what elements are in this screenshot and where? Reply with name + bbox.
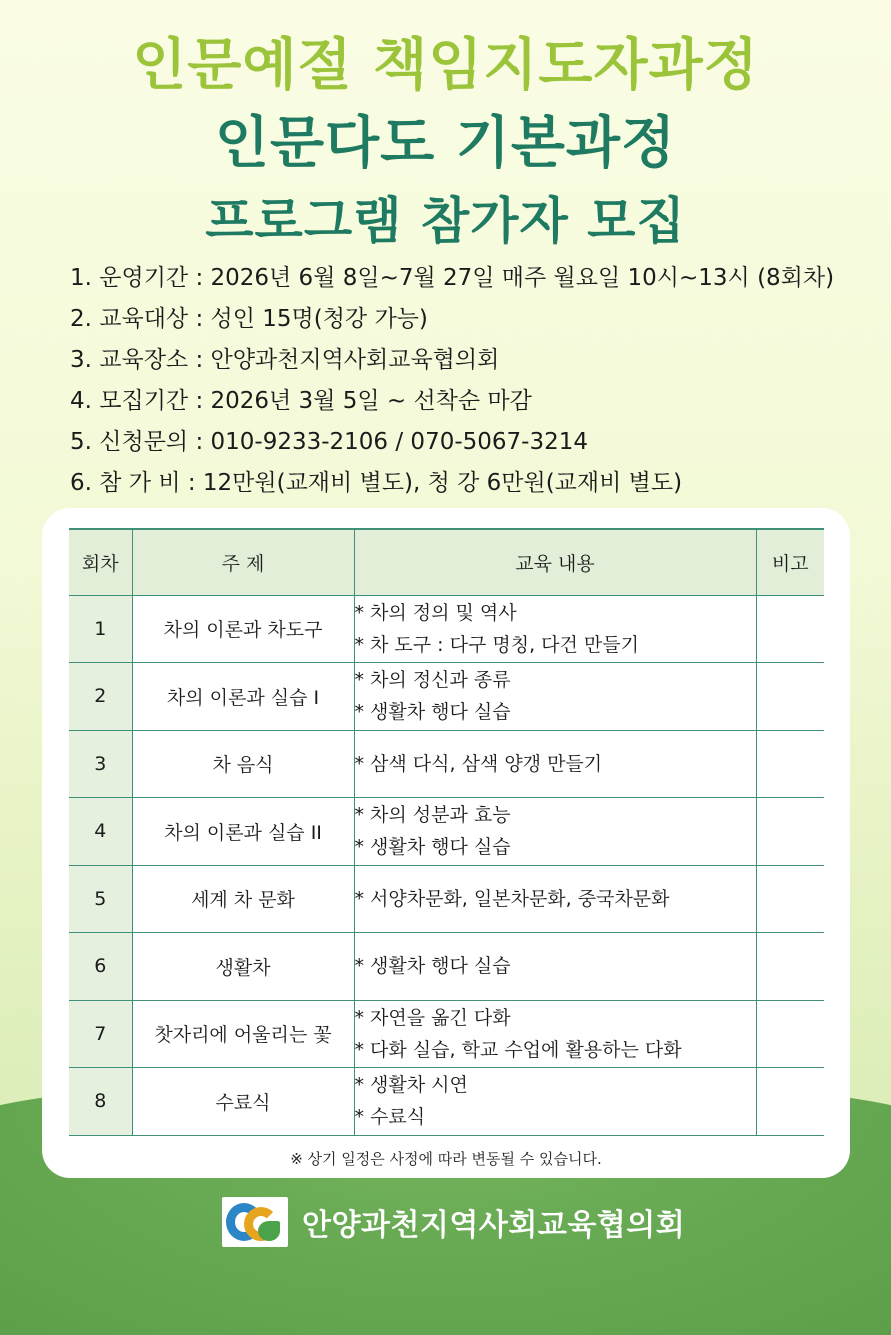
poster-title <box>0 33 891 260</box>
content-line: * 생활차 시연 <box>354 1074 468 1097</box>
table-row <box>69 1000 824 1068</box>
session-topic: 수료식 <box>132 1068 354 1136</box>
table-row <box>69 1068 824 1136</box>
session-topic: 세계 차 문화 <box>132 865 354 933</box>
session-remarks <box>756 798 824 866</box>
table-row <box>69 663 824 731</box>
session-number: 1 <box>69 595 132 663</box>
session-number: 4 <box>69 798 132 866</box>
table-row <box>69 595 824 663</box>
schedule-footnote: ※ 상기 일정은 사정에 따라 변동될 수 있습니다. <box>290 1150 602 1168</box>
session-content <box>354 933 756 1001</box>
content-line: * 차의 정의 및 역사 <box>354 601 517 624</box>
content-line: * 다화 실습, 학교 수업에 활용하는 다화 <box>354 1038 682 1061</box>
session-topic: 생활차 <box>132 933 354 1001</box>
session-number: 7 <box>69 1000 132 1068</box>
info-contact: 5. 신청문의 : 010-9233-2106 / 070-5067-3214 <box>70 429 588 455</box>
content-line: * 서양차문화, 일본차문화, 중국차문화 <box>354 887 670 910</box>
session-content <box>354 865 756 933</box>
table-row <box>69 730 824 798</box>
content-line: * 생활차 행다 실습 <box>354 701 511 724</box>
session-remarks <box>756 663 824 731</box>
session-remarks <box>756 933 824 1001</box>
program-info-list <box>70 258 834 504</box>
session-topic: 차의 이론과 차도구 <box>132 595 354 663</box>
header-remarks: 비고 <box>756 529 824 595</box>
schedule-table <box>69 528 824 1136</box>
session-content <box>354 798 756 866</box>
session-remarks <box>756 1000 824 1068</box>
session-topic: 차의 이론과 실습 II <box>132 798 354 866</box>
session-content <box>354 663 756 731</box>
session-remarks <box>756 865 824 933</box>
schedule-card <box>42 508 850 1178</box>
session-number: 5 <box>69 865 132 933</box>
session-content <box>354 595 756 663</box>
header-topic: 주 제 <box>132 529 354 595</box>
info-target: 2. 교육대상 : 성인 15명(청강 가능) <box>70 306 428 332</box>
info-period: 1. 운영기간 : 2026년 6월 8일~7월 27일 매주 월요일 10시~13시 (8회차) <box>70 265 835 291</box>
content-line: * 삼색 다식, 삼색 양갱 만들기 <box>354 752 603 775</box>
footer-organization <box>222 1195 685 1249</box>
session-content <box>354 730 756 798</box>
header-session: 회차 <box>69 529 132 595</box>
session-number: 8 <box>69 1068 132 1136</box>
table-row <box>69 933 824 1001</box>
table-row <box>69 798 824 866</box>
content-line: * 차 도구 : 다구 명칭, 다건 만들기 <box>354 633 639 656</box>
session-number: 3 <box>69 730 132 798</box>
info-fee: 6. 참 가 비 : 12만원(교재비 별도), 청 강 6만원(교재비 별도) <box>70 470 683 496</box>
session-remarks <box>756 730 824 798</box>
session-content <box>354 1068 756 1136</box>
title-line-2: 인문다도 기본과정 <box>214 111 677 176</box>
session-remarks <box>756 1068 824 1136</box>
organization-name: 안양과천지역사회교육협의회 <box>302 1208 686 1243</box>
table-row <box>69 865 824 933</box>
content-line: * 차의 정신과 종류 <box>354 669 511 692</box>
content-line: * 자연을 옮긴 다화 <box>354 1006 511 1029</box>
table-header-row <box>69 529 824 595</box>
title-line-1: 인문예절 책임지도자과정 <box>132 33 759 98</box>
session-topic: 차 음식 <box>132 730 354 798</box>
content-line: * 차의 성분과 효능 <box>354 804 511 827</box>
info-recruit-period: 4. 모집기간 : 2026년 3월 5일 ~ 선착순 마감 <box>70 388 532 414</box>
info-location: 3. 교육장소 : 안양과천지역사회교육협의회 <box>70 347 500 373</box>
organization-logo-icon <box>222 1197 288 1247</box>
header-content: 교육 내용 <box>354 529 756 595</box>
content-line: * 생활차 행다 실습 <box>354 955 511 978</box>
content-line: * 생활차 행다 실습 <box>354 836 511 859</box>
content-line: * 수료식 <box>354 1106 426 1129</box>
session-remarks <box>756 595 824 663</box>
session-topic: 차의 이론과 실습 I <box>132 663 354 731</box>
title-line-3: 프로그램 참가자 모집 <box>205 192 686 250</box>
session-topic: 찻자리에 어울리는 꽃 <box>132 1000 354 1068</box>
session-content <box>354 1000 756 1068</box>
session-number: 6 <box>69 933 132 1001</box>
session-number: 2 <box>69 663 132 731</box>
